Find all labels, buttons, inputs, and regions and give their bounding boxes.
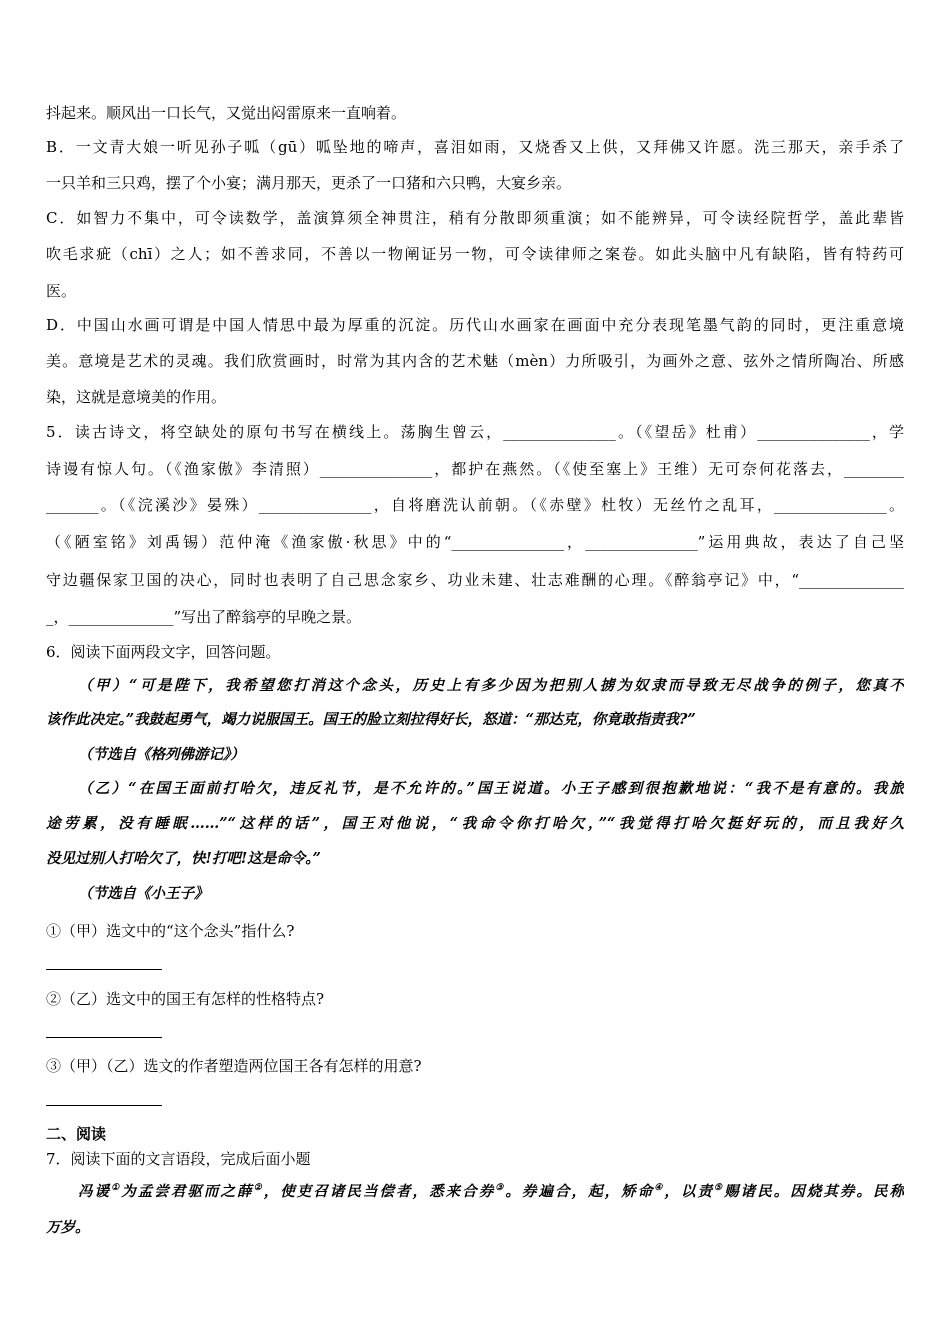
- classical-passage-line: 万岁。: [46, 1219, 90, 1236]
- answer-blank[interactable]: [46, 1105, 162, 1106]
- footnote-mark: ②: [253, 1183, 264, 1194]
- text-line: 守边疆保家卫国的决心，同时也表明了自己思念家乡、功业未建、壮志难酬的心理。《醉翁亭记》中，“______________: [46, 571, 904, 589]
- passage-yi-line: 没见过别人打哈欠了，快!打吧!这是命令。”: [46, 850, 321, 867]
- text-line: 诗谩有惊人句。（《渔家傲》李清照）_______________，都护在燕然。（《使至塞上》王维）无可奈何花落去，________: [46, 460, 904, 478]
- text-line: 染，这就是意境美的作用。: [46, 388, 227, 406]
- passage-jia-source: （节选自《格列佛游记》）: [78, 746, 245, 763]
- sub-question-1: ①（甲）选文中的“这个念头”指什么?: [46, 922, 295, 940]
- passage-yi-line: 途劳累，没有睡眠……”“这样的话”，国王对他说，“我命令你打哈欠，”“我觉得打哈欠挺好玩的，而且我好久: [46, 815, 904, 832]
- passage-jia-line: （甲）“可是陛下，我希望您打消这个念头，历史上有多少因为把别人掳为奴隶而导致无尽战争的例子，您真不: [78, 677, 904, 694]
- passage-jia-line: 该作此决定。”我鼓起勇气，竭力说服国王。国王的脸立刻拉得好长，怒道：“那达克，你竟敢指责我?”: [46, 711, 696, 728]
- text-line: 吹毛求疵（chī）之人；如不善求同，不善以一物阐证另一物，可令读律师之案卷。如此头脑中凡有缺陷，皆有特药可: [46, 245, 904, 263]
- footnote-mark: ④: [654, 1183, 665, 1194]
- question-5-line: 5．读古诗文，将空缺处的原句书写在横线上。荡胸生曾云，_______________。（《望岳》杜甫）_______________，学: [46, 423, 904, 441]
- text-line: 医。: [46, 282, 77, 300]
- footnote-mark: ⑤: [714, 1183, 725, 1194]
- option-c-line: C．如智力不集中，可令读数学，盖演算须全神贯注，稍有分散即须重演；如不能辨异，可令读经院哲学，盖此辈皆: [46, 209, 904, 227]
- section-heading: 二、阅读: [46, 1125, 107, 1143]
- text-line: 美。意境是艺术的灵魂。我们欣赏画时，时常为其内含的艺术魅（mèn）力所吸引，为画外之意、弦外之情所陶冶、所感: [46, 352, 904, 370]
- classical-passage-line: 冯谖①为孟尝君驱而之薛②，使吏召诸民当偿者，悉来合券③。券遍合，起，矫命④，以责⑤赐诸民。因烧其券。民称: [78, 1183, 904, 1200]
- answer-blank[interactable]: [46, 1037, 162, 1038]
- text-line: _______。（《浣溪沙》晏殊）_______________，自将磨洗认前朝。（《赤壁》杜牧）无丝竹之乱耳，_______________。: [46, 496, 904, 514]
- passage-yi-line: （乙）“在国王面前打哈欠，违反礼节，是不允许的。”国王说道。小王子感到很抱歉地说：“我不是有意的。我旅: [78, 780, 904, 797]
- footnote-mark: ①: [111, 1183, 122, 1194]
- option-b-line: B．一文青大娘一听见孙子呱（gū）呱坠地的啼声，喜泪如雨，又烧香又上供，又拜佛又许愿。洗三那天，亲手杀了: [46, 138, 904, 156]
- answer-blank[interactable]: [46, 969, 162, 970]
- text-line: _，______________”写出了醉翁亭的早晚之景。: [46, 608, 362, 626]
- sub-question-3: ③（甲）（乙）选文的作者塑造两位国王各有怎样的用意?: [46, 1057, 422, 1075]
- text-line: 一只羊和三只鸡，摆了个小宴；满月那天，更杀了一口猪和六只鸭，大宴乡亲。: [46, 174, 572, 192]
- passage-yi-source: （节选自《小王子》: [78, 885, 209, 902]
- question-7-title: 7．阅读下面的文言语段，完成后面小题: [46, 1150, 311, 1168]
- sub-question-2: ②（乙）选文中的国王有怎样的性格特点?: [46, 990, 325, 1008]
- footnote-mark: ③: [495, 1183, 506, 1194]
- text-line: 抖起来。顺风出一口长气，又觉出闷雷原来一直响着。: [46, 104, 407, 122]
- question-6-title: 6．阅读下面两段文字，回答问题。: [46, 643, 281, 661]
- text-line: （《陋室铭》刘禹锡）范仲淹《渔家傲·秋思》中的“_______________，_______________”运用典故，表达了自己坚: [46, 533, 904, 551]
- option-d-line: D．中国山水画可谓是中国人情思中最为厚重的沉淀。历代山水画家在画面中充分表现笔墨气韵的同时，更注重意境: [46, 316, 904, 334]
